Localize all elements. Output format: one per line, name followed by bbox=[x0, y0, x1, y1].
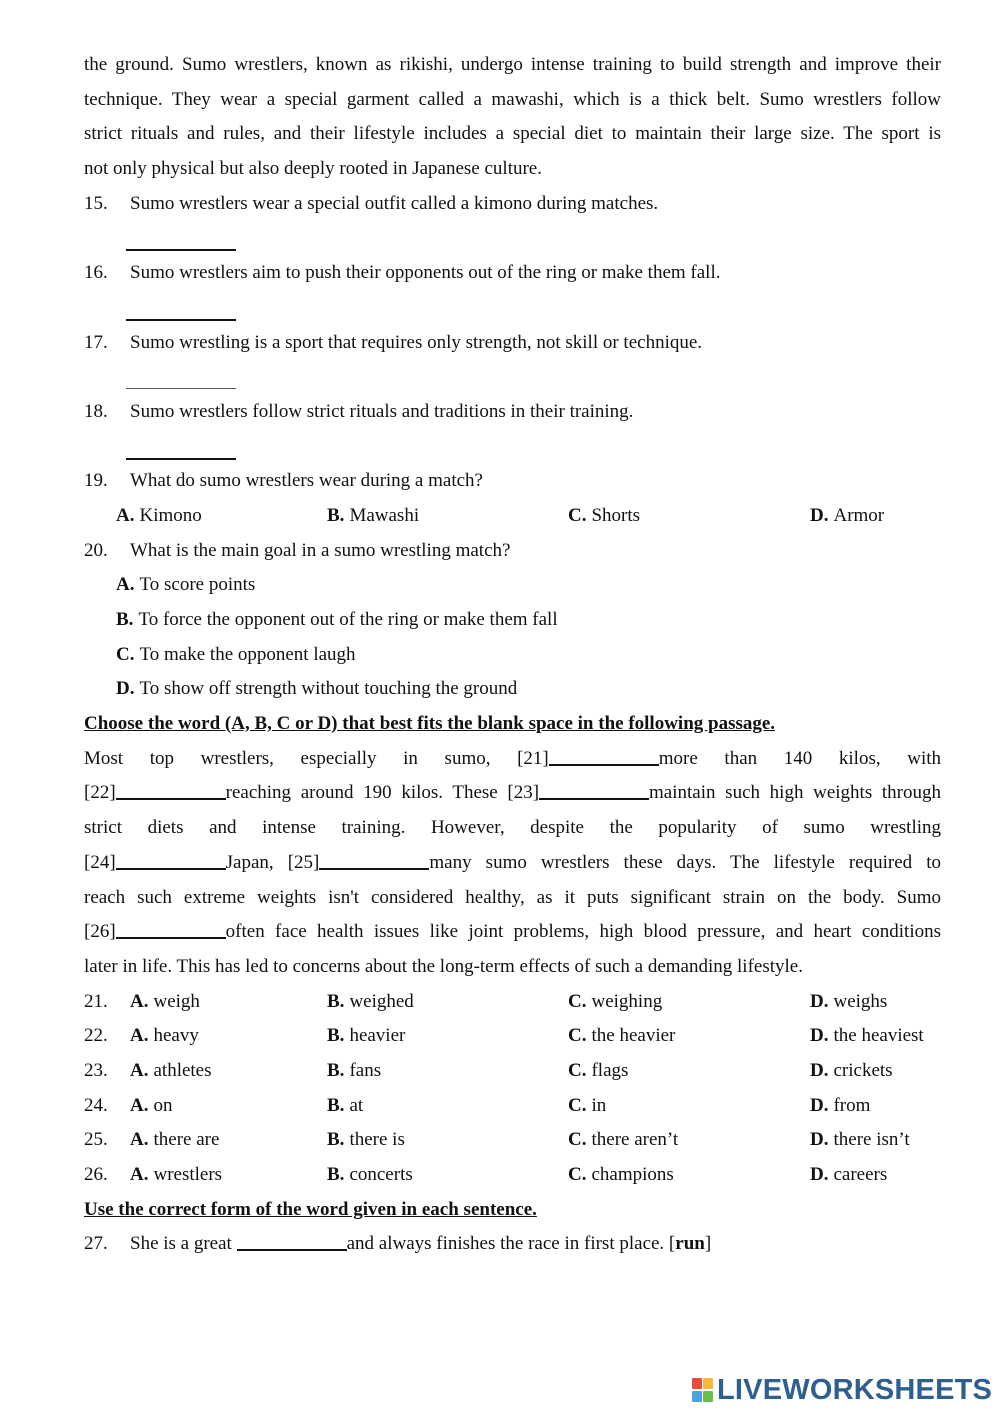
question-number: 20. bbox=[84, 539, 108, 561]
question-text: Sumo wrestlers follow strict rituals and traditions in their training. bbox=[130, 400, 634, 422]
question-number: 23. bbox=[84, 1059, 108, 1081]
blank-25[interactable] bbox=[319, 848, 429, 870]
word-hint: run bbox=[675, 1233, 705, 1255]
section-heading-word-form: Use the correct form of the word given in each sentence. bbox=[84, 1198, 537, 1220]
question-19 bbox=[84, 464, 941, 499]
question-number: 21. bbox=[84, 990, 108, 1012]
question-number: 25. bbox=[84, 1129, 108, 1151]
question-16 bbox=[84, 256, 941, 291]
passage-line: [22] reaching around 190 kilos. These [23] maintain such high weights through bbox=[84, 776, 941, 811]
question-number: 27. bbox=[84, 1233, 108, 1255]
option-b[interactable]: B. heavier bbox=[327, 1025, 406, 1047]
question-20 bbox=[84, 534, 941, 569]
option-b[interactable]: B. there is bbox=[327, 1129, 405, 1151]
mc-row-21 bbox=[84, 985, 941, 1020]
question-17 bbox=[84, 326, 941, 361]
question-text: What is the main goal in a sumo wrestling match? bbox=[130, 539, 511, 561]
intro-line: the ground. Sumo wrestlers, known as rikishi, undergo intense training to build strength and improve their bbox=[84, 54, 941, 75]
option-a[interactable]: A. Kimono bbox=[116, 504, 202, 526]
mc-grid bbox=[84, 985, 941, 1193]
intro-line: technique. They wear a special garment called a mawashi, which is a thick belt. Sumo wrestlers follow bbox=[84, 88, 941, 110]
blank-22[interactable] bbox=[116, 778, 226, 800]
option-c[interactable]: C. flags bbox=[568, 1059, 629, 1081]
question-number: 19. bbox=[84, 470, 108, 492]
option-a[interactable]: A. athletes bbox=[130, 1059, 212, 1081]
blank-26[interactable] bbox=[116, 917, 226, 939]
option-a[interactable]: A. wrestlers bbox=[130, 1164, 223, 1185]
question-text: What do sumo wrestlers wear during a match? bbox=[130, 470, 483, 492]
option-c[interactable]: C. champions bbox=[568, 1164, 674, 1185]
question-number: 24. bbox=[84, 1094, 108, 1116]
question-18 bbox=[84, 395, 941, 430]
liveworksheets-logo bbox=[692, 1374, 992, 1406]
option-c[interactable]: C. the heavier bbox=[568, 1025, 676, 1047]
question-number: 16. bbox=[84, 262, 108, 284]
worksheet-page bbox=[84, 48, 941, 1262]
option-a[interactable]: A. there are bbox=[130, 1129, 220, 1151]
option-b[interactable]: B. Mawashi bbox=[327, 504, 420, 526]
blank-23[interactable] bbox=[539, 778, 649, 800]
option-b[interactable]: B. concerts bbox=[327, 1164, 413, 1185]
answer-blank-16[interactable] bbox=[84, 291, 941, 326]
passage-line: [26] often face health issues like joint problems, high blood pressure, and heart conditions bbox=[84, 915, 941, 950]
option-d[interactable]: D. there isn’t bbox=[810, 1129, 910, 1151]
blank-24[interactable] bbox=[116, 848, 226, 870]
question-text: Sumo wrestlers aim to push their opponents out of the ring or make them fall. bbox=[130, 262, 721, 284]
question-number: 15. bbox=[84, 192, 108, 214]
option-d[interactable]: D. careers bbox=[810, 1164, 888, 1185]
question-number: 18. bbox=[84, 400, 108, 422]
option-a[interactable]: A. heavy bbox=[130, 1025, 199, 1047]
option-d[interactable]: D. from bbox=[810, 1094, 871, 1116]
mc-row-24 bbox=[84, 1089, 941, 1124]
option-c[interactable]: C. To make the opponent laugh bbox=[116, 643, 356, 665]
question-text: She is a great and always finishes the race in first place. [run] bbox=[130, 1227, 711, 1262]
question-text: Sumo wrestling is a sport that requires only strength, not skill or technique. bbox=[130, 331, 703, 353]
passage-line: strict diets and intense training. However, despite the popularity of sumo wrestling bbox=[84, 817, 941, 839]
passage-line: [24] Japan, [25] many sumo wrestlers these days. The lifestyle required to bbox=[84, 846, 941, 881]
logo-text: LIVEWORKSHEETS bbox=[717, 1373, 993, 1406]
question-text: Sumo wrestlers wear a special outfit called a kimono during matches. bbox=[130, 192, 659, 214]
option-a[interactable]: A. on bbox=[130, 1094, 173, 1116]
options-19 bbox=[84, 499, 941, 534]
option-c[interactable]: C. in bbox=[568, 1094, 607, 1116]
answer-blank-18[interactable] bbox=[84, 430, 941, 465]
liveworksheets-logo-icon bbox=[692, 1376, 714, 1404]
blank-21[interactable] bbox=[549, 744, 659, 766]
option-c[interactable]: C. Shorts bbox=[568, 504, 641, 526]
question-27 bbox=[84, 1227, 941, 1262]
option-d[interactable]: D. weighs bbox=[810, 990, 888, 1012]
intro-line: strict rituals and rules, and their lifestyle includes a special diet to maintain their large size. The sport is bbox=[84, 123, 941, 145]
blank-27[interactable] bbox=[237, 1229, 347, 1251]
option-d[interactable]: D. crickets bbox=[810, 1059, 893, 1081]
question-number: 17. bbox=[84, 331, 108, 353]
passage-line: Most top wrestlers, especially in sumo, [21] more than 140 kilos, with bbox=[84, 742, 941, 777]
option-a[interactable]: A. To score points bbox=[116, 574, 256, 596]
option-d[interactable]: D. To show off strength without touching the ground bbox=[116, 678, 518, 700]
option-c[interactable]: C. there aren’t bbox=[568, 1129, 679, 1151]
passage-line: reach such extreme weights isn't considered healthy, as it puts significant strain on the body. Sumo bbox=[84, 886, 941, 908]
option-a[interactable]: A. weigh bbox=[130, 990, 200, 1012]
option-d[interactable]: D. Armor bbox=[810, 504, 885, 526]
passage-line: later in life. This has led to concerns about the long-term effects of such a demanding lifestyle. bbox=[84, 955, 803, 977]
mc-row-25 bbox=[84, 1123, 941, 1158]
answer-blank-17[interactable] bbox=[84, 360, 941, 395]
option-b[interactable]: B. at bbox=[327, 1094, 364, 1116]
cloze-passage bbox=[84, 742, 941, 985]
section-heading-cloze: Choose the word (A, B, C or D) that best fits the blank space in the following passage. bbox=[84, 713, 776, 735]
option-b[interactable]: B. fans bbox=[327, 1059, 382, 1081]
option-d[interactable]: D. the heaviest bbox=[810, 1025, 924, 1047]
intro-line: not only physical but also deeply rooted in Japanese culture. bbox=[84, 158, 542, 180]
intro-paragraph bbox=[84, 48, 941, 187]
question-15 bbox=[84, 187, 941, 222]
option-c[interactable]: C. weighing bbox=[568, 990, 663, 1012]
mc-row-23 bbox=[84, 1054, 941, 1089]
mc-row-22 bbox=[84, 1019, 941, 1054]
option-b[interactable]: B. To force the opponent out of the ring or make them fall bbox=[116, 609, 558, 630]
mc-row-26 bbox=[84, 1158, 941, 1193]
question-number: 22. bbox=[84, 1025, 108, 1047]
question-number: 26. bbox=[84, 1164, 108, 1185]
answer-blank-15[interactable] bbox=[84, 221, 941, 256]
option-b[interactable]: B. weighed bbox=[327, 990, 414, 1012]
